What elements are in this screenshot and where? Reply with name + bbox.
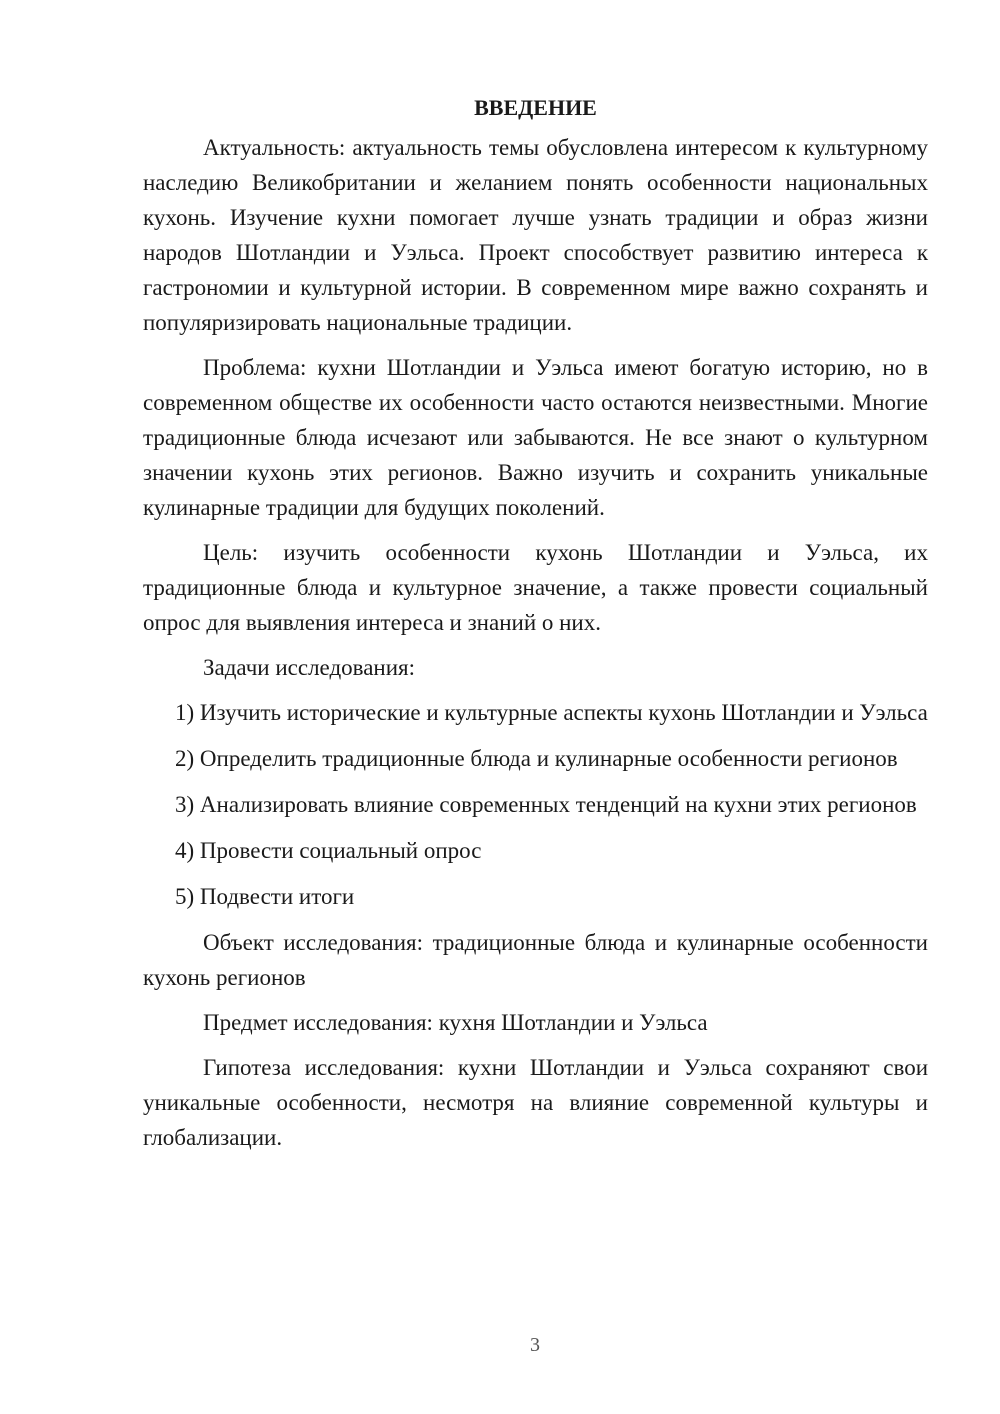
relevance-paragraph: Актуальность: актуальность темы обусловлена интересом к культурному наследию Великобритании и желанием понять особенности национальных кухонь. Изучение кухни помогает лучше узнать традиции и образ жизни народов Шотландии и Уэльса. Проект способствует развитию интереса к гастрономии и культурной истории. В современном мире важно сохранять и популяризировать национальные традиции. <box>143 135 928 335</box>
subject-paragraph: Предмет исследования: кухня Шотландии и Уэльса <box>203 1010 708 1035</box>
page-content <box>143 92 928 1165</box>
task-item-5: 5) Подвести итоги <box>175 884 355 909</box>
page-title: ВВЕДЕНИЕ <box>474 95 597 120</box>
task-item-4: 4) Провести социальный опрос <box>175 838 482 863</box>
hypothesis-paragraph: Гипотеза исследования: кухни Шотландии и Уэльса сохраняют свои уникальные особенности, несмотря на влияние современной культуры и глобализации. <box>143 1055 928 1150</box>
object-paragraph: Объект исследования: традиционные блюда и кулинарные особенности кухонь регионов <box>143 930 928 990</box>
task-item-3: 3) Анализировать влияние современных тенденций на кухни этих регионов <box>175 792 917 817</box>
tasks-heading: Задачи исследования: <box>203 655 416 680</box>
goal-paragraph: Цель: изучить особенности кухонь Шотландии и Уэльса, их традиционные блюда и культурное значение, а также провести социальный опрос для выявления интереса и знаний о них. <box>143 540 928 635</box>
page-number: 3 <box>530 1334 540 1356</box>
task-item-2: 2) Определить традиционные блюда и кулинарные особенности регионов <box>175 746 898 771</box>
problem-paragraph: Проблема: кухни Шотландии и Уэльса имеют богатую историю, но в современном обществе их особенности часто остаются неизвестными. Многие традиционные блюда исчезают или забываются. Не все знают о культурном значении кухонь этих регионов. Важно изучить и сохранить уникальные кулинарные традиции для будущих поколений. <box>143 355 928 520</box>
task-item-1: 1) Изучить исторические и культурные аспекты кухонь Шотландии и Уэльса <box>175 700 928 725</box>
